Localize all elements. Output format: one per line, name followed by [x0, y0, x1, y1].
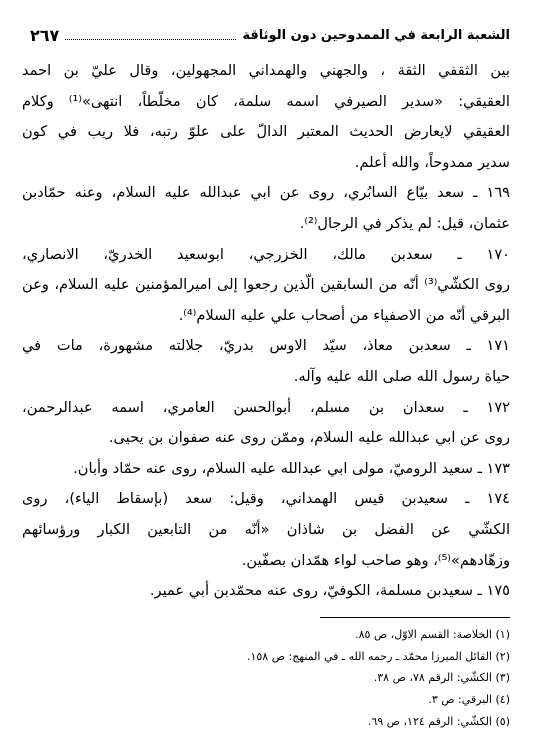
running-title: الشعبة الرابعة في الممدوحين دون الوثاقة: [242, 27, 510, 43]
body-line: وزهّادهم»⁽⁵⁾، وهو صاحب لواء همّدان بصفّين.: [241, 551, 510, 569]
body-line: العقيقي: «سدير الصيرفي اسمه سلمة، كان مخلّطاً، انتهى»⁽¹⁾ وكلام: [22, 92, 510, 110]
body-line: حياة رسول الله صلى الله عليه وآله.: [293, 367, 510, 385]
body-line: سدير ممدوحاً، والله أعلم.: [354, 153, 510, 171]
body-line: روى الكشّي⁽³⁾ أنّه من السابقين الّذين رجعوا إلى اميرالمؤمنين عليه السلام، وعن: [22, 276, 510, 294]
body-line: العقيقي لايعارض الحديث المعتبر الدالّ على علوّ رتبه، فلا ريب في كون: [22, 123, 510, 141]
body-line: روى عن ابي عبدالله عليه السلام، وممّن روى عنه صفوان بن يحيى.: [108, 429, 510, 447]
entry-169: ١٦٩ ـ سعد بيّاع السابُري، روى عن ابي عبدالله عليه السلام، وعنه حمّادبن: [22, 184, 510, 202]
footnote-3: (٣) الكشّي: الرقم ٧٨، ص ٣٨.: [373, 671, 510, 685]
entry-173: ١٧٣ ـ سعيد الروميّ، مولى ابي عبدالله عليه السلام، روى عنه حمّاد وأبان.: [73, 459, 510, 477]
footnote-2: (٢) القائل الميرزا محمّد ـ رحمه الله ـ في المنهج: ص ١٥٨.: [246, 649, 510, 663]
page-number: ٢٦٧: [30, 25, 60, 45]
entry-171: ١٧١ ـ سعدبن معاذ، سيّد الاوس بدريّ، جلالته مشهورة، مات في: [22, 337, 510, 355]
footnote-divider: [320, 617, 510, 618]
entry-175: ١٧٥ ـ سعيدبن مسلمة، الكوفيّ، روى عنه محمّدبن أبي عمير.: [149, 582, 510, 600]
body-line: الكشّي عن الفضل بن شاذان «أنّه من التابعين الكبار ورؤسائهم: [22, 520, 510, 538]
footnote-5: (٥) الكشّي: الرقم ١٢٤، ص ٦٩.: [367, 714, 510, 728]
entry-174: ١٧٤ ـ سعيدبن قيس الهمداني، وقيل: سعد (بإسقاط الياء)، روى: [22, 490, 510, 508]
body-line: عثمان، قيل: لم يذكر في الرجال⁽²⁾.: [299, 214, 510, 232]
body-text: [22, 56, 510, 607]
body-line: بين الثقفي الثقة ، والجهني والهمداني المجهولين، وقال عليّ بن احمد: [22, 62, 510, 79]
footnotes: [22, 624, 510, 732]
page-header: [30, 24, 510, 46]
footnote-1: (١) الخلاصة: القسم الاوّل، ص ٨٥.: [355, 628, 510, 641]
dotted-leader: [65, 39, 236, 40]
entry-172: ١٧٢ ـ سعدان بن مسلم، أبوالحسن العامري، اسمه عبدالرحمن،: [22, 398, 510, 416]
entry-170: ١٧٠ ـ سعدبن مالك، الخزرجي، ابوسعيد الخدريّ، الانصاري،: [22, 245, 510, 263]
footnote-4: (٤) البرقي: ص ٣.: [428, 693, 510, 707]
body-line: البرقي أنّه من الاصفياء من أصحاب علي عليه السلام⁽⁴⁾.: [178, 306, 510, 324]
